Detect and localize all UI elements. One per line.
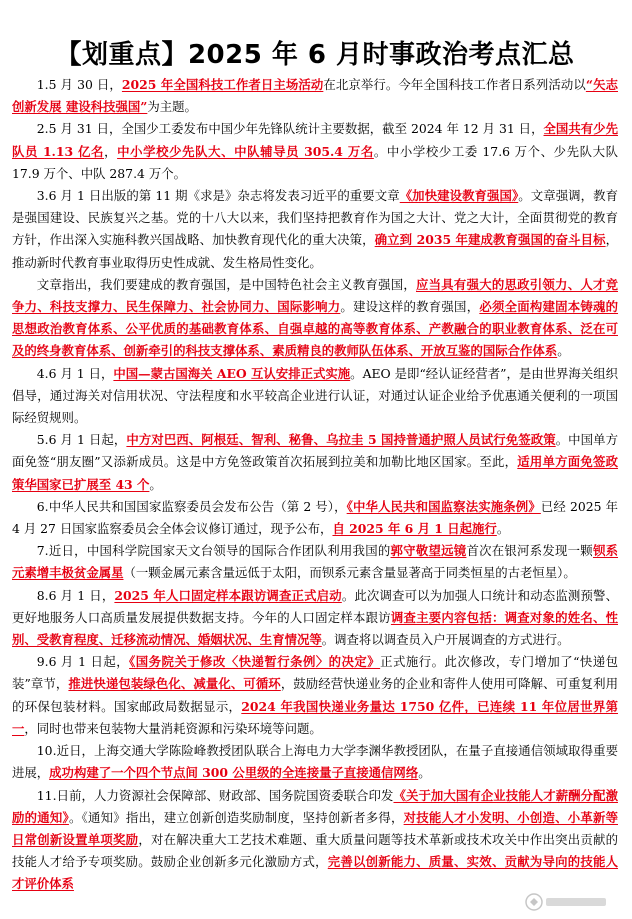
paragraph-text: 正式施行。此次修改，专门增加了“快递包装”章节， (12, 654, 619, 692)
paragraph-text: ，鼓励经营快递业务的企业和寄件人使用可降解、可重复利用的环保包装材料。国家邮政局数据显示， (12, 676, 619, 714)
paragraph-text: 。此次调查可以为加强人口统计和动态监测预警、更好地服务人口高质量发展提供数据支持。今年的人口固定样本跟访 (12, 587, 619, 625)
key-point-highlight: 中小学校少先队大、中队辅导员 305.4 万名 (117, 143, 374, 159)
paragraph-text: 。调查将以调查员入户开展调查的方式进行。 (321, 632, 570, 648)
news-paragraph (12, 585, 618, 652)
paragraph-text: 8.6 月 1 日， (36, 587, 115, 603)
key-point-highlight: 中国—蒙古国海关 AEO 互认安排正式实施 (113, 365, 351, 381)
paragraph-text: 。AEO 是即“经认证经营者”，是由世界海关组织倡导，通过海关对信用状况、守法程度和水平较高企业进行认证，对通过认证企业给予优惠通关便利的一项国际经贸规则。 (12, 365, 619, 426)
paragraph-text: 。 (418, 765, 431, 781)
news-paragraph (12, 363, 618, 430)
news-paragraph (12, 540, 618, 584)
paragraph-text: 。 (149, 476, 162, 492)
key-point-highlight: 调查主要内容包括：调查对象的姓名、性别、受教育程度、迁移流动情况、婚姻状况、生育情况等 (12, 609, 619, 648)
paragraph-text: 6.中华人民共和国国家监察委员会发布公告（第 2 号）， (36, 498, 347, 514)
key-point-highlight: 应当具有强大的思政引领力、人才竞争力、科技支撑力、民生保障力、社会协同力、国际影响力 (12, 276, 619, 315)
paragraph-text: 。建设这样的教育强国， (340, 299, 480, 315)
paragraph-text: 在北京举行。今年全国科技工作者日系列活动以 (323, 77, 586, 92)
page-title: 【划重点】2025 年 6 月时事政治考点汇总 (55, 40, 575, 70)
key-point-highlight: 2024 年我国快递业务量达 1750 亿件，已连续 11 年位居世界第一 (12, 698, 618, 736)
key-point-highlight: 必须全面构建固本铸魂的思想政治教育体系、公平优质的基础教育体系、自强卓越的高等教育体系、产教融合的职业教育体系、泛在可及的终身教育体系、创新牵引的科技支撑体系、素质精良的教师队伍体系、开放互鉴的国际合作体系 (12, 299, 619, 359)
paragraph-text: 1.5 月 30 日， (36, 77, 122, 92)
paragraph-text: 7.近日，中国科学院国家天文台领导的国际合作团队利用我国的 (36, 543, 391, 559)
key-point-highlight: 确立到 2035 年建成教育强国的奋斗目标 (374, 232, 606, 248)
paragraph-text: 4.6 月 1 日， (36, 365, 114, 381)
paragraph-text: 。 (557, 343, 570, 359)
key-point-highlight: 推进快递包装绿色化、减量化、可循环 (68, 676, 281, 692)
article-body (12, 74, 618, 896)
paragraph-text: 10.近日，上海交通大学陈险峰教授团队联合上海电力大学李渊华教授团队，在量子直接通信领域取得重要进展， (12, 743, 618, 781)
key-point-highlight: 对技能人才小发明、小创造、小革新等日常创新设置单项奖励 (12, 809, 618, 847)
key-point-highlight: 适用单方面免签政策华国家已扩展至 43 个 (12, 454, 619, 492)
paragraph-text: （一颗金属元素含量远低于太阳，而钡系元素含量显著高于同类恒星的古老恒星）。 (123, 565, 576, 581)
key-point-highlight: 钡系元素增丰极贫金属星 (12, 543, 619, 581)
news-paragraph (12, 429, 618, 496)
paragraph-text: 。文章强调，教育是强国建设、民族复兴之基。党的十八大以来，我们坚持把教育作为国之大计、党之大计，全面贯彻党的教育方针，作出深入实施科教兴国战略、加快教育现代化的重大决策， (12, 188, 618, 248)
news-paragraph (12, 118, 618, 185)
news-paragraph (12, 740, 618, 784)
news-paragraph (12, 496, 618, 540)
paragraph-text: 。中小学校少工委 17.6 万个、少先队大队 17.9 万个、中队 287.4 万个。 (12, 143, 618, 181)
paragraph-text: 11.日前，人力资源社会保障部、财政部、国务院国资委联合印发 (36, 787, 394, 803)
news-paragraph (12, 651, 618, 740)
key-point-highlight: 2025 年全国科技工作者日主场活动 (121, 77, 324, 92)
key-point-highlight: 《关于加大国有企业技能人才薪酬分配激励的通知》 (12, 787, 618, 825)
paragraph-text: 文章指出，我们要建成的教育强国，是中国特色社会主义教育强国， (36, 276, 417, 292)
paragraph-text: 2.5 月 31 日，全国少工委发布中国少年先锋队统计主要数据，截至 2024 年 12 月 31 日， (36, 121, 544, 137)
key-point-highlight: 2025 年人口固定样本跟访调查正式启动 (114, 587, 342, 603)
paragraph-text: 9.6 月 1 日起， (36, 654, 130, 670)
key-point-highlight: “矢志创新发展 建设科技强国” (12, 77, 618, 115)
paragraph-text: 首次在银河系发现一颗 (466, 543, 593, 559)
key-point-highlight: 自 2025 年 6 月 1 日起施行 (332, 521, 497, 537)
news-paragraph (12, 185, 618, 274)
news-paragraph (12, 74, 618, 118)
key-point-highlight: 《国务院关于修改〈快递暂行条例〉的决定》 (129, 654, 381, 670)
news-paragraph (12, 785, 618, 896)
paragraph-text: 。《通知》指出，建立创新创造奖励制度，坚持创新者多得， (68, 809, 404, 825)
paragraph-text: 。 (496, 521, 510, 537)
news-paragraph (12, 274, 618, 363)
paragraph-text: 5.6 月 1 日起， (36, 432, 127, 448)
key-point-highlight: 中方对巴西、阿根廷、智利、秘鲁、乌拉圭 5 国持普通护照人员试行免签政策 (126, 432, 556, 448)
key-point-highlight: 成功构建了一个四个节点间 300 公里级的全连接量子直接通信网络 (49, 765, 419, 781)
paragraph-text: 。中国单方面免签“朋友圈”又添新成员。这是中方免签政策首次拓展到拉美和加勒比地区国家。至此， (12, 432, 619, 470)
key-point-highlight: 《加快建设教育强国》 (399, 188, 519, 204)
key-point-highlight: 完善以创新能力、质量、实效、贡献为导向的技能人才评价体系 (12, 854, 619, 892)
key-point-highlight: 《中华人民共和国监察法实施条例》 (346, 498, 541, 514)
paragraph-text: 3.6 月 1 日出版的第 11 期《求是》杂志将发表习近平的重要文章 (36, 188, 400, 204)
paragraph-text: ， (104, 143, 118, 159)
paragraph-text: ，对在解决重大工艺技术难题、重大质量问题等技术革新或技术攻关中作出突出贡献的技能人才给予专项奖励。鼓励企业创新多元化激励方式， (12, 831, 619, 870)
paragraph-text: 已经 2025 年 4 月 27 日国家监察委员会全体会议修订通过，现予公布， (12, 498, 618, 537)
paragraph-text: ，推动新时代教育事业取得历史性成就、发生格局性变化。 (12, 232, 618, 270)
key-point-highlight: 全国共有少先队员 1.13 亿名 (12, 121, 618, 159)
key-point-highlight: 郭守敬望远镜 (390, 543, 467, 559)
paragraph-text: ，同时也带来包装物大量消耗资源和污染环境等问题。 (24, 720, 322, 736)
paragraph-text: 为主题。 (147, 99, 197, 115)
